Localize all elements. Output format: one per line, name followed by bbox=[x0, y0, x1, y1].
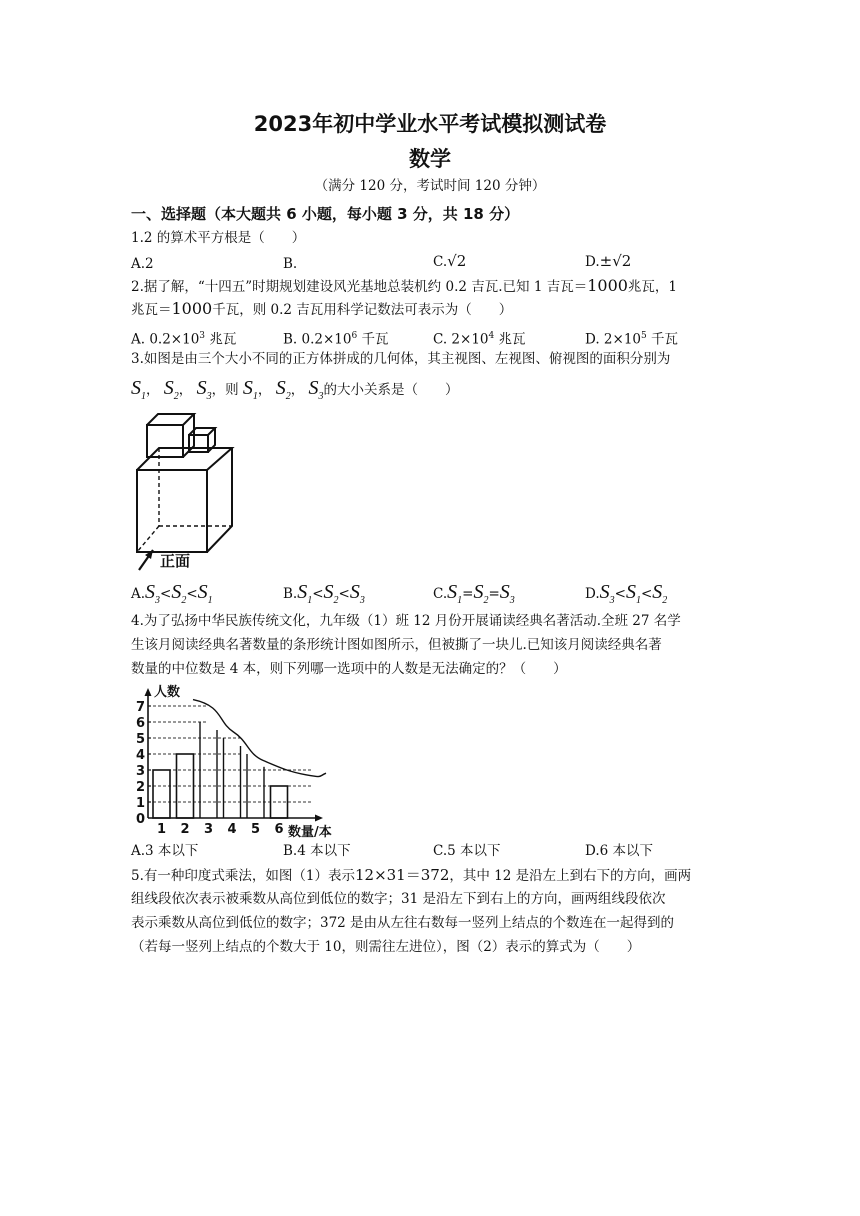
q5-line2: 组线段依次表示被乘数从高位到低位的数字；31 是沿左下到右上的方向，画两组线段依次 bbox=[131, 891, 666, 907]
q4-option-a[interactable]: A.3 本以下 bbox=[131, 843, 199, 859]
bar bbox=[153, 770, 170, 818]
y-tick-label: 1 bbox=[136, 796, 146, 811]
front-label: 正面 bbox=[160, 552, 191, 570]
small-cube-top bbox=[189, 428, 215, 435]
q1-option-a[interactable]: A.2 bbox=[131, 256, 154, 272]
q1-option-c[interactable] bbox=[433, 252, 466, 271]
y-tick-label: 3 bbox=[136, 764, 146, 779]
large-cube-top bbox=[137, 448, 232, 470]
q2-a-exp: 3 bbox=[199, 331, 206, 341]
x-tick-label: 3 bbox=[203, 822, 214, 837]
q3-option-a[interactable]: $A.S_3<S_2<S_1$ bbox=[131, 581, 213, 606]
large-cube-side bbox=[207, 448, 232, 552]
q3-comma4: ， bbox=[290, 382, 305, 398]
q1-d-expr: ±√2 bbox=[599, 252, 632, 270]
x-tick-label: 2 bbox=[180, 822, 190, 837]
q2-line2-a: 兆瓦＝ bbox=[131, 302, 172, 318]
q3-option-d[interactable]: $D.S_3<S_1<S_2$ bbox=[585, 581, 668, 606]
medium-cube-top bbox=[147, 414, 194, 425]
x-axis-arrow bbox=[315, 815, 323, 822]
q2-line2-b: 千瓦，则 0.2 吉瓦用科学记数法可表示为（ ） bbox=[212, 302, 513, 318]
q3-option-b[interactable]: $B.S_1<S_2<S_3$ bbox=[283, 581, 365, 606]
q1-option-b[interactable]: B. bbox=[283, 256, 298, 272]
q5-expr: 12×31＝372 bbox=[354, 866, 450, 884]
q3-line1: 3.如图是由三个大小不同的正方体拼成的几何体，其主视图、左视图、俯视图的面积分别为 bbox=[131, 351, 671, 367]
q1-d-prefix: D. bbox=[585, 254, 600, 270]
bar-chart bbox=[128, 684, 348, 839]
q4-option-d[interactable]: D.6 本以下 bbox=[585, 843, 654, 859]
q4-option-c[interactable]: C.5 本以下 bbox=[433, 843, 501, 859]
q5-line1: 5.有一种印度式乘法，如图（1）表示12×31＝372，其中 12 是沿左上到右下的方向，画两 bbox=[131, 866, 692, 884]
q3-comma2: ， bbox=[178, 382, 193, 398]
hidden-edge-3 bbox=[137, 526, 159, 552]
section-heading: 一、选择题（本大题共 6 小题，每小题 3 分，共 18 分） bbox=[131, 205, 520, 223]
q3-comma3: ， bbox=[257, 382, 272, 398]
q2-a-unit: 兆瓦 bbox=[205, 331, 237, 348]
q2-line1 bbox=[131, 277, 677, 296]
q1-stem: 1.2 的算术平方根是（ ） bbox=[131, 230, 306, 246]
q1-c-prefix: C. bbox=[433, 254, 448, 270]
q2-b-base: B. 0.2×10 bbox=[283, 331, 352, 348]
q2-line1-b: 兆瓦，1 bbox=[627, 279, 678, 295]
q3-line2-tail: 的大小关系是（ ） bbox=[323, 382, 459, 398]
medium-cube-front bbox=[147, 425, 183, 457]
y-tick-label: 0 bbox=[136, 812, 146, 827]
q2-c-unit: 兆瓦 bbox=[494, 331, 526, 348]
q3-then: ，则 bbox=[211, 382, 239, 398]
y-tick-label: 4 bbox=[136, 748, 146, 763]
q2-b-unit: 千瓦 bbox=[357, 331, 389, 348]
q2-line2 bbox=[131, 300, 512, 319]
q3-s1b: $S_1$ bbox=[242, 377, 258, 402]
q2-d-base: D. 2×10 bbox=[585, 331, 642, 348]
cube-figure bbox=[128, 408, 238, 573]
q1-option-d[interactable] bbox=[585, 252, 631, 271]
q2-line1-a: 2.据了解，“十四五”时期规划建设风光基地总装机约 0.2 吉瓦.已知 1 吉瓦＝ bbox=[131, 279, 588, 295]
q3-line2 bbox=[131, 374, 458, 411]
q3-s1: $S_1$ bbox=[131, 377, 146, 402]
x-tick-label: 1 bbox=[156, 822, 167, 837]
q2-line1-num: 1000 bbox=[587, 276, 628, 295]
y-tick-label: 6 bbox=[136, 716, 146, 731]
q2-option-c[interactable] bbox=[433, 327, 526, 349]
q4-option-b[interactable]: B.4 本以下 bbox=[283, 843, 351, 859]
y-tick-label: 2 bbox=[136, 780, 146, 795]
q2-line2-num: 1000 bbox=[171, 299, 213, 318]
q2-d-exp: 5 bbox=[641, 331, 647, 341]
q5-line4: （若每一竖列上结点的个数大于 10，则需往左进位），图（2）表示的算式为（ ） bbox=[131, 939, 641, 955]
x-tick-label: 5 bbox=[250, 822, 261, 837]
exam-note: （满分 120 分，考试时间 120 分钟） bbox=[314, 178, 546, 194]
x-tick-label: 6 bbox=[274, 822, 284, 837]
subject-title: 数学 bbox=[409, 147, 451, 171]
q2-option-b[interactable] bbox=[283, 327, 389, 349]
q2-option-d[interactable] bbox=[585, 327, 678, 349]
q3-s3b: $S_3$ bbox=[308, 377, 324, 402]
page-title: 2023年初中学业水平考试模拟测试卷 bbox=[253, 112, 607, 136]
q4-line1: 4.为了弘扬中华民族传统文化，九年级（1）班 12 月份开展诵读经典名著活动.全班 27 名学 bbox=[131, 613, 681, 629]
q2-c-base: C. 2×10 bbox=[433, 331, 489, 348]
q3-comma1: ， bbox=[146, 382, 160, 398]
q3-s2: $S_2$ bbox=[163, 377, 179, 402]
q3-s3: $S_3$ bbox=[196, 377, 212, 402]
q4-line2: 生该月阅读经典名著数量的条形统计图如图所示，但被撕了一块儿.已知该月阅读经典名著 bbox=[131, 637, 662, 653]
y-axis-arrow bbox=[145, 688, 152, 696]
y-axis-label: 人数 bbox=[154, 685, 181, 700]
x-axis-label: 数量/本 bbox=[288, 825, 332, 839]
q5-line3: 表示乘数从高位到低位的数字；372 是由从左往右数每一竖列上结点的个数连在一起得到的 bbox=[131, 915, 675, 931]
q4-line3: 数量的中位数是 4 本，则下列哪一选项中的人数是无法确定的？（ ） bbox=[131, 661, 567, 677]
q3-s2b: $S_2$ bbox=[275, 377, 291, 402]
y-tick-label: 5 bbox=[136, 732, 146, 747]
q2-d-unit: 千瓦 bbox=[646, 331, 679, 348]
q3-option-c[interactable]: $C.S_1=S_2=S_3$ bbox=[433, 581, 515, 606]
tear-curve bbox=[193, 700, 326, 777]
q2-c-exp: 4 bbox=[488, 331, 495, 341]
q1-c-expr: √2 bbox=[447, 252, 467, 270]
x-tick-label: 4 bbox=[227, 822, 237, 837]
q2-option-a[interactable] bbox=[131, 327, 236, 349]
q2-b-exp: 6 bbox=[351, 331, 358, 341]
y-tick-label: 7 bbox=[136, 700, 146, 715]
q2-a-base: A. 0.2×10 bbox=[131, 331, 200, 348]
